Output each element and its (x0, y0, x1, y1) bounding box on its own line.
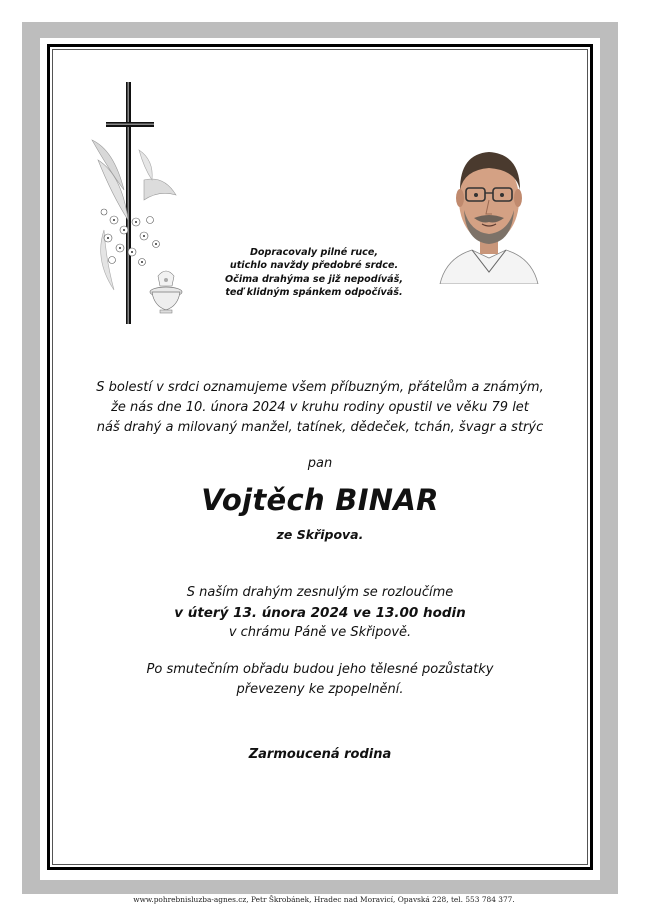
ceremony-datetime: v úterý 13. února 2024 ve 13.00 hodin (174, 605, 466, 621)
farewell-ceremony (60, 583, 580, 643)
family-signature: Zarmoucená rodina (248, 747, 392, 762)
cremation-line: Po smutečním obřadu budou jeho tělesné pozůstatky (146, 662, 494, 677)
memorial-verse (196, 246, 432, 300)
announcement-line: že nás dne 10. února 2024 v kruhu rodiny opustil ve věku 79 let (111, 400, 529, 415)
deceased-portrait (436, 140, 542, 284)
ceremony-place: v chrámu Páně ve Skřipově. (228, 625, 412, 640)
verse-line: Dopracovaly pilné ruce, (249, 247, 379, 258)
deceased-origin: ze Skřipova. (276, 527, 364, 542)
cremation-line: převezeny ke zpopelnění. (236, 682, 404, 697)
ceremony-intro: S naším drahým zesnulým se rozloučíme (186, 585, 454, 600)
verse-line: teď klidným spánkem odpočíváš. (225, 287, 403, 299)
verse-line: utichlo navždy předobré srdce. (229, 260, 399, 272)
deceased-name: Vojtěch BINAR (201, 483, 439, 517)
honorific-title: pan (307, 456, 333, 471)
verse-line: Očima drahýma se již nepodíváš, (225, 273, 403, 285)
cremation-notice (60, 660, 580, 700)
cross-with-flowers-icon (84, 80, 194, 328)
funeral-service-footer: www.pohrebnisluzba-agnes.cz, Petr Škrobánek, Hradec nad Moravicí, Opavská 228, tel. 553 784 377. (133, 895, 515, 904)
announcement-line: náš drahý a milovaný manžel, tatínek, dědeček, tchán, švagr a strýc (96, 420, 544, 435)
announcement-line: S bolestí v srdci oznamujeme všem příbuzným, přátelům a známým, (96, 380, 544, 395)
death-announcement (60, 378, 580, 438)
